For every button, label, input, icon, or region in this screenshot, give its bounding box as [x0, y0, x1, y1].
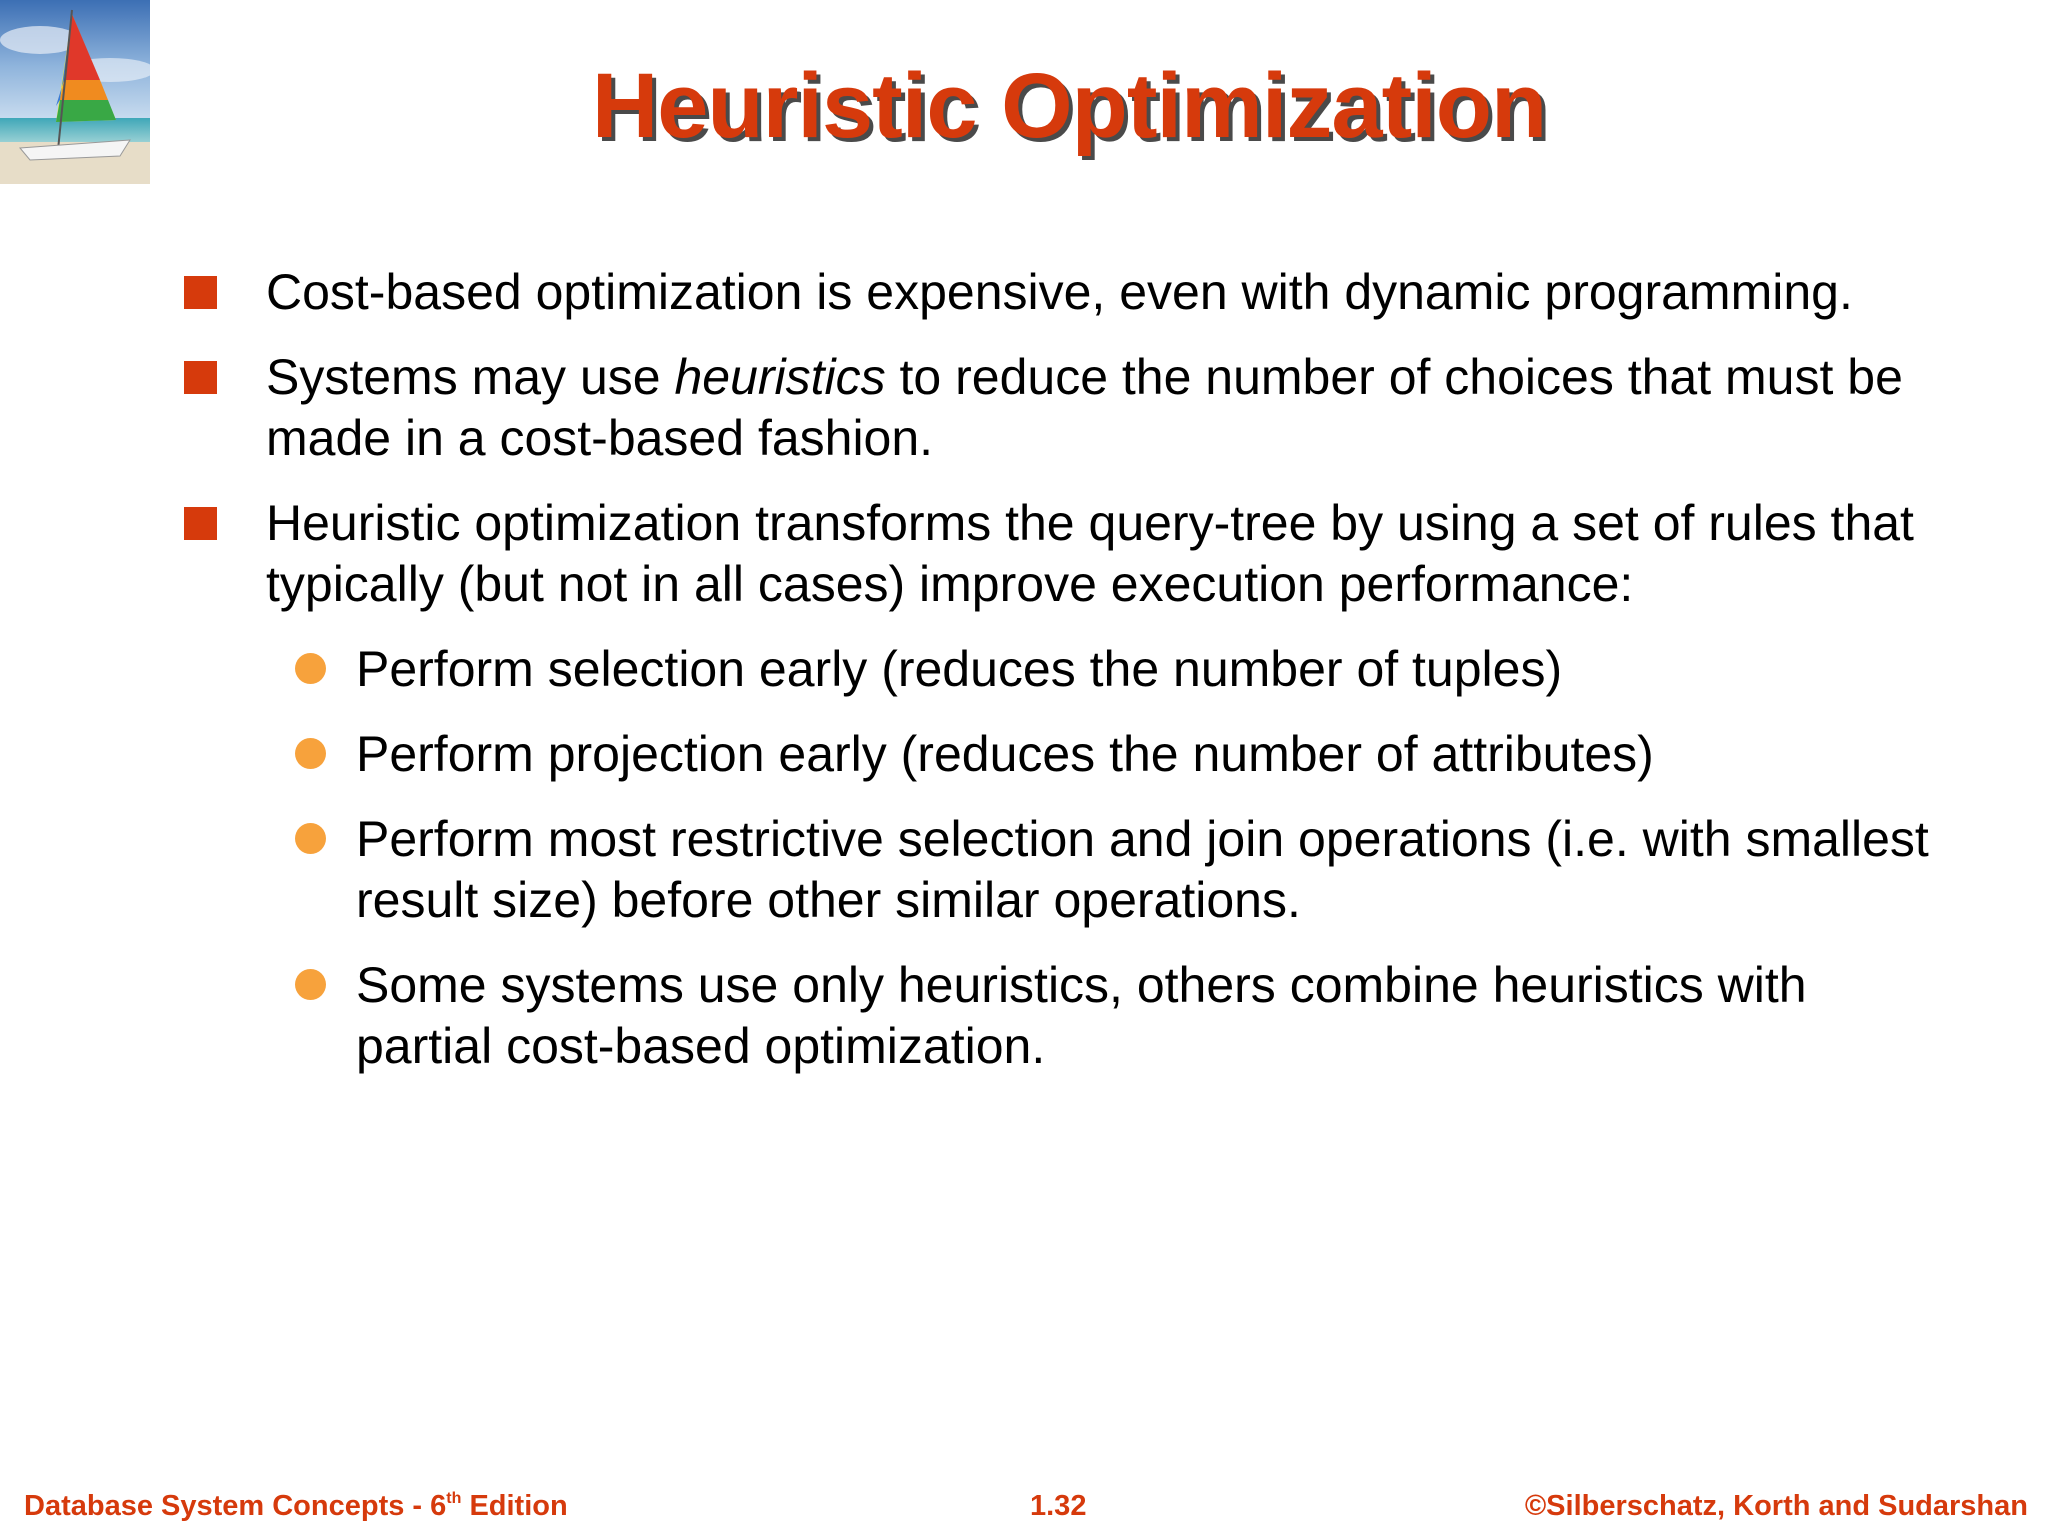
- bullet-text-start: Systems may use: [266, 349, 675, 405]
- sub-bullet-text: Perform selection early (reduces the number of tuples): [356, 641, 1563, 697]
- circle-bullet-icon: [295, 653, 326, 684]
- sub-bullet-text: Perform most restrictive selection and join operations (i.e. with smallest result size) before other similar operations.: [356, 811, 1929, 928]
- footer-copyright: ©Silberschatz, Korth and Sudarshan: [1524, 1490, 2028, 1522]
- slide-footer: [0, 1478, 2048, 1536]
- bullet-list: [182, 262, 1942, 1101]
- bullet-emphasis: heuristics: [674, 349, 886, 405]
- footer-book-title: [24, 1490, 568, 1523]
- sub-list-item: [182, 955, 1942, 1077]
- sub-bullet-text: Perform projection early (reduces the number of attributes): [356, 726, 1654, 782]
- circle-bullet-icon: [295, 823, 326, 854]
- bullet-text: Cost-based optimization is expensive, even with dynamic programming.: [266, 264, 1853, 320]
- circle-bullet-icon: [295, 738, 326, 769]
- footer-edition-sup: th: [446, 1490, 462, 1507]
- sub-bullet-list: [182, 639, 1942, 1077]
- sub-bullet-text: Some systems use only heuristics, others combine heuristics with partial cost-based optimization.: [356, 957, 1807, 1074]
- square-bullet-icon: [184, 361, 217, 394]
- footer-book: Database System Concepts - 6: [24, 1490, 447, 1522]
- bullet-text-end: to reduce the number of choices that must be made in a cost-based fashion.: [266, 349, 1903, 466]
- circle-bullet-icon: [295, 969, 326, 1000]
- list-item: [182, 493, 1942, 615]
- sub-list-item: [182, 809, 1942, 931]
- sub-list-item: [182, 724, 1942, 785]
- list-item: [182, 262, 1942, 323]
- bullet-text: [266, 349, 1903, 466]
- page-number: 1.32: [1030, 1490, 1087, 1522]
- square-bullet-icon: [184, 507, 217, 540]
- footer-edition: Edition: [461, 1490, 568, 1522]
- bullet-text: Heuristic optimization transforms the query-tree by using a set of rules that typically (but not in all cases) improve execution performance:: [266, 495, 1914, 612]
- slide-title: Heuristic Optimization: [591, 55, 1547, 157]
- square-bullet-icon: [184, 276, 217, 309]
- sub-list-item: [182, 639, 1942, 700]
- list-item: [182, 347, 1942, 469]
